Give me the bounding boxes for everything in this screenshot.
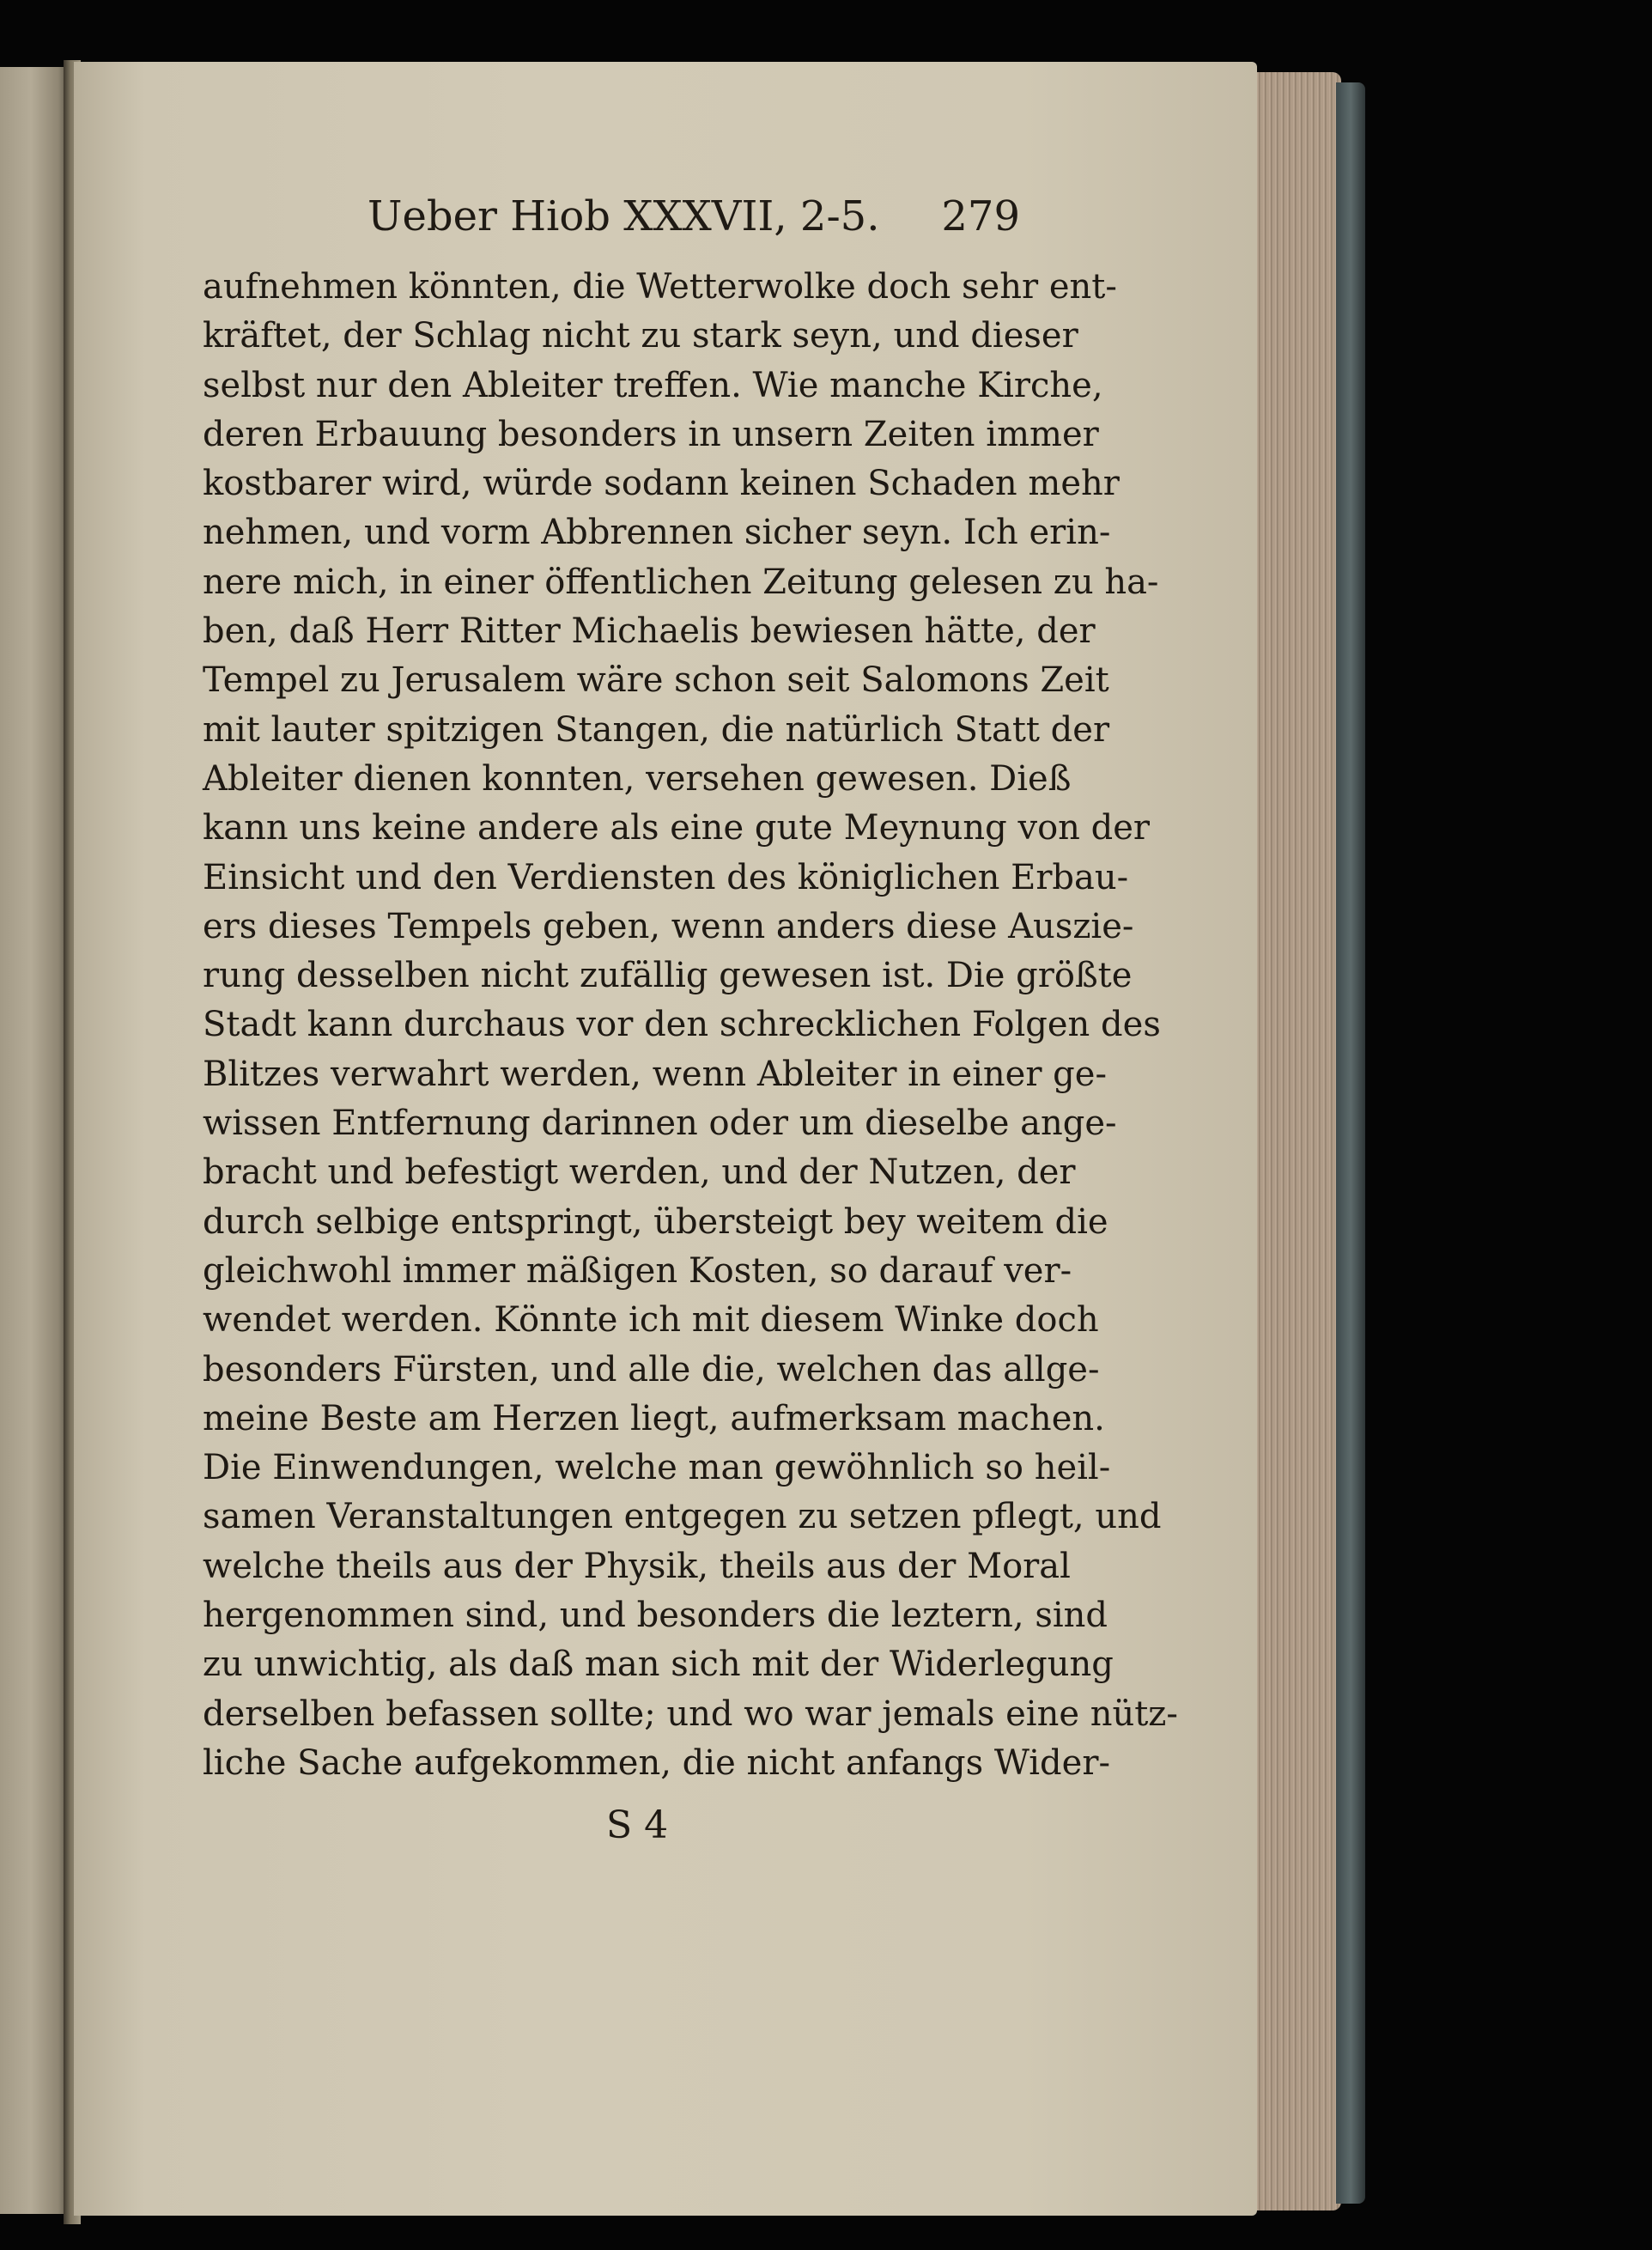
- text-line: aufnehmen könnten, die Wetterwolke doch sehr ent-: [203, 267, 1117, 307]
- text-line: gleichwohl immer mäßigen Kosten, so darauf ver-: [203, 1250, 1072, 1291]
- running-head: [367, 191, 1020, 242]
- body-text: [203, 263, 1178, 1788]
- text-line: zu unwichtig, als daß man sich mit der Widerlegung: [203, 1645, 1114, 1685]
- text-line: ben, daß Herr Ritter Michaelis bewiesen hätte, der: [203, 611, 1096, 652]
- text-line: wendet werden. Könnte ich mit diesem Winke doch: [203, 1300, 1099, 1341]
- text-line: hergenommen sind, und besonders die leztern, sind: [203, 1596, 1108, 1636]
- signature-mark: S 4: [606, 1803, 669, 1847]
- text-line: Tempel zu Jerusalem wäre schon seit Salomons Zeit: [203, 660, 1109, 701]
- text-line: Blitzes verwahrt werden, wenn Ableiter in einer ge-: [203, 1054, 1107, 1094]
- text-line: besonders Fürsten, und alle die, welchen das allge-: [203, 1349, 1100, 1390]
- text-line: derselben befassen sollte; und wo war jemals eine nütz-: [203, 1694, 1178, 1734]
- text-line: durch selbige entspringt, übersteigt bey weitem die: [203, 1201, 1108, 1242]
- text-line: rung desselben nicht zufällig gewesen ist. Die größte: [203, 956, 1133, 996]
- text-line: samen Veranstaltungen entgegen zu setzen pflegt, und: [203, 1497, 1162, 1537]
- page-fore-edge: [1255, 72, 1341, 2210]
- page-number: 279: [941, 192, 1020, 240]
- text-line: welche theils aus der Physik, theils aus der Moral: [203, 1546, 1071, 1586]
- text-line: Stadt kann durchaus vor den schrecklichen Folgen des: [203, 1005, 1161, 1045]
- previous-page-edge: [0, 67, 69, 2214]
- text-line: wissen Entfernung darinnen oder um dieselbe ange-: [203, 1104, 1117, 1144]
- text-line: nere mich, in einer öffentlichen Zeitung gelesen zu ha-: [203, 562, 1159, 602]
- text-line: kräftet, der Schlag nicht zu stark seyn, und dieser: [203, 316, 1078, 356]
- text-line: Ableiter dienen konnten, versehen gewesen. Dieß: [203, 758, 1072, 799]
- text-line: Einsicht und den Verdiensten des königlichen Erbau-: [203, 857, 1129, 897]
- text-line: meine Beste am Herzen liegt, aufmerksam machen.: [203, 1398, 1105, 1438]
- text-line: liche Sache aufgekommen, die nicht anfangs Wider-: [203, 1742, 1110, 1783]
- text-line: kostbarer wird, würde sodann keinen Schaden mehr: [203, 464, 1120, 504]
- running-title: Ueber Hiob XXXVII, 2-5.: [367, 192, 880, 240]
- text-line: kann uns keine andere als eine gute Meynung von der: [203, 808, 1151, 848]
- text-line: deren Erbauung besonders in unsern Zeiten immer: [203, 414, 1099, 454]
- text-line: nehmen, und vorm Abbrennen sicher seyn. Ich erin-: [203, 513, 1111, 553]
- text-line: selbst nur den Ableiter treffen. Wie manche Kirche,: [203, 365, 1103, 405]
- text-line: ers dieses Tempels geben, wenn anders diese Auszie-: [203, 906, 1134, 946]
- book-cover-edge: [1336, 82, 1365, 2204]
- text-line: bracht und befestigt werden, und der Nutzen, der: [203, 1152, 1076, 1193]
- text-line: mit lauter spitzigen Stangen, die natürlich Statt der: [203, 709, 1110, 750]
- text-line: Die Einwendungen, welche man gewöhnlich so heil-: [203, 1448, 1111, 1488]
